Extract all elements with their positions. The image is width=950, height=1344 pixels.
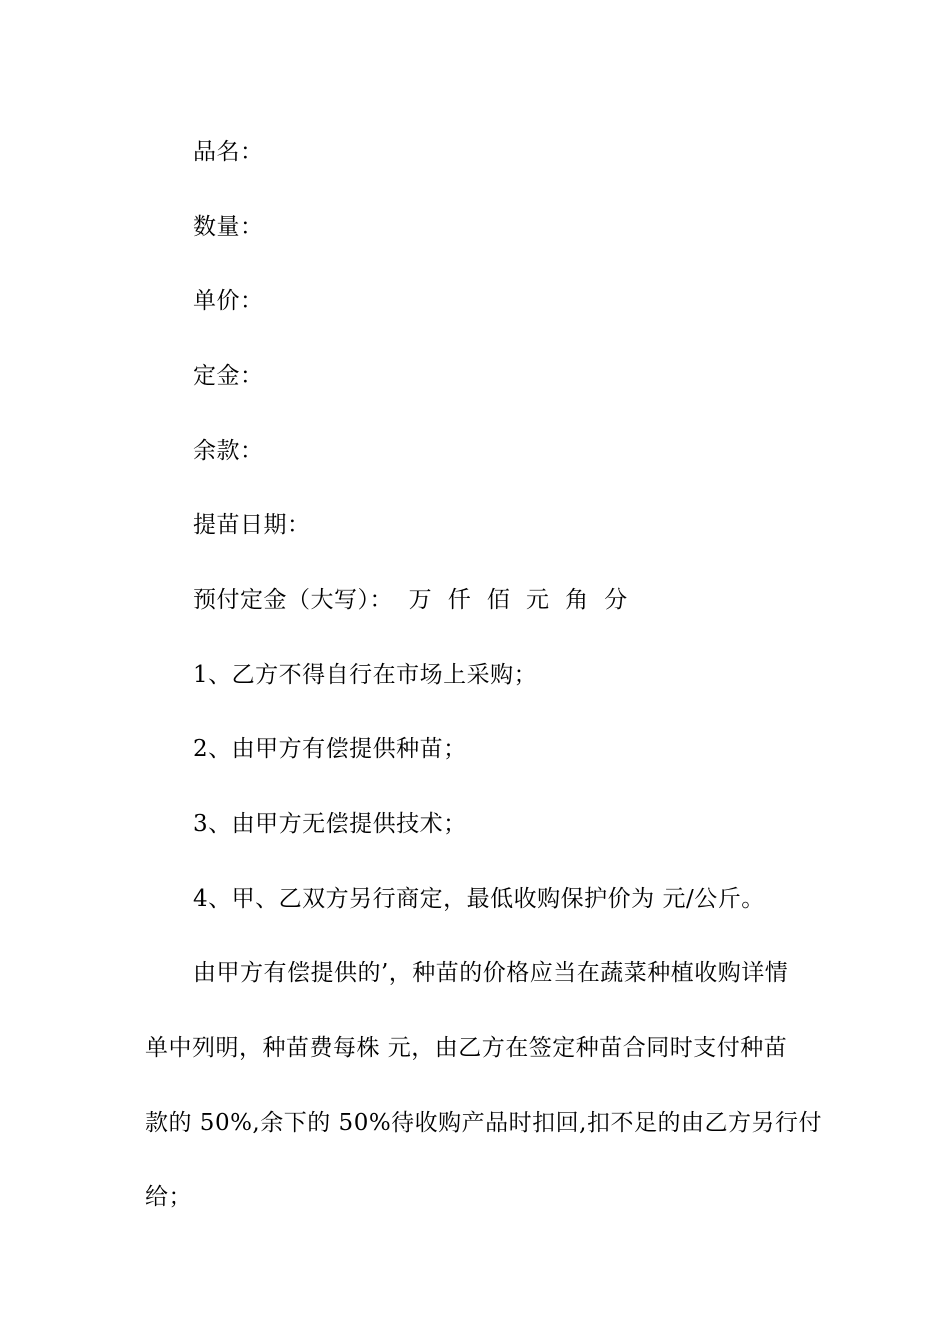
paragraph-line: 款的 50%,余下的 50%待收购产品时扣回,扣不足的由乙方另行付 [145, 1110, 822, 1136]
field-pickup-date: 提苗日期： [193, 512, 311, 538]
paragraph-line: 给； [145, 1184, 192, 1210]
field-prepaid-deposit: 预付定金（大写）： 万 仟 佰 元 角 分 [193, 587, 628, 613]
field-balance: 余款： [193, 438, 264, 464]
clause-2: 2、由甲方有偿提供种苗； [193, 736, 467, 762]
field-product-name: 品名： [193, 139, 264, 165]
paragraph-line: 单中列明，种苗费每株 元，由乙方在签定种苗合同时支付种苗 [145, 1035, 788, 1061]
paragraph-line: 由甲方有偿提供的’，种苗的价格应当在蔬菜种植收购详情 [193, 960, 789, 986]
field-unit-price: 单价： [193, 288, 264, 314]
clause-3: 3、由甲方无偿提供技术； [193, 811, 467, 837]
clause-4: 4、甲、乙双方另行商定，最低收购保护价为 元/公斤。 [193, 886, 765, 912]
field-deposit: 定金： [193, 363, 264, 389]
clause-1: 1、乙方不得自行在市场上采购； [193, 662, 538, 688]
field-quantity: 数量： [193, 214, 264, 240]
